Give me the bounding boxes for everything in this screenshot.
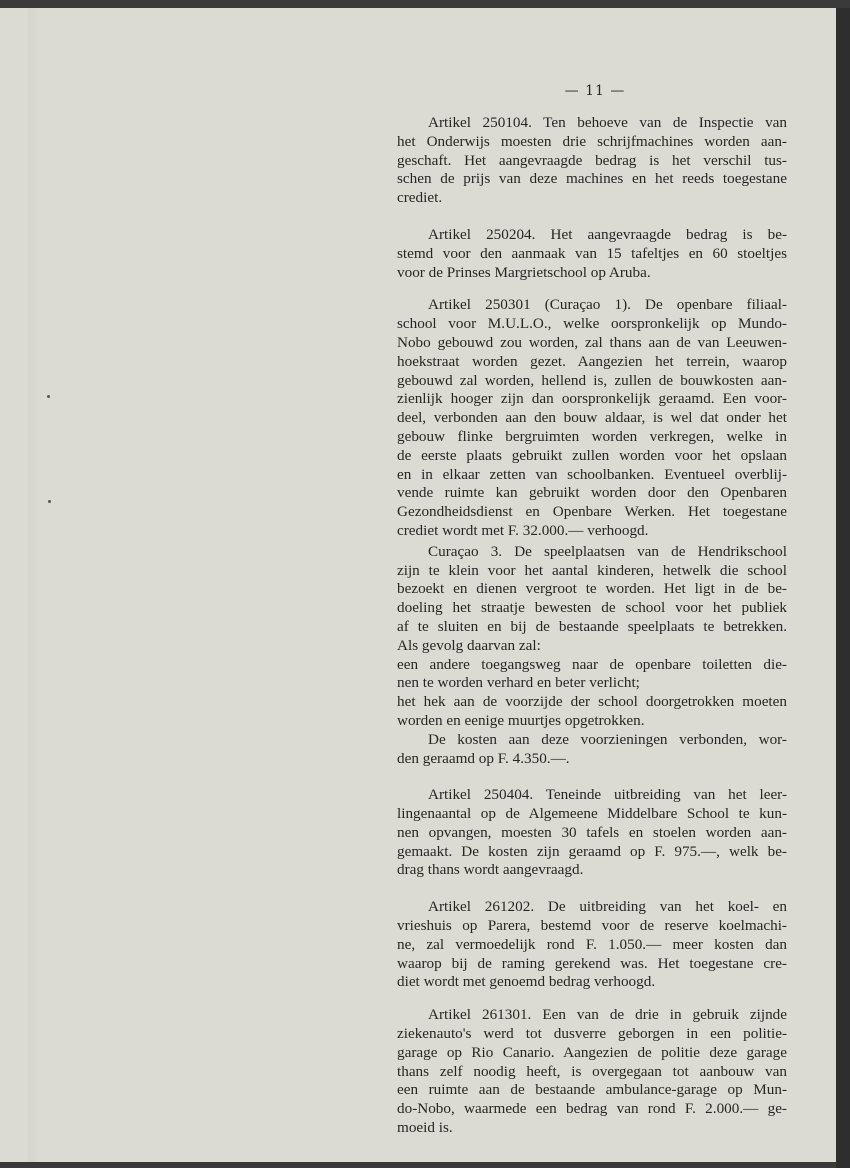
text-line: stemd voor den aanmaak van 15 tafeltjes en 60 stoeltjes xyxy=(397,244,787,262)
text-line: Artikel 250204. Het aangevraagde bedrag is be- xyxy=(428,225,787,243)
paragraph-toegangsweg xyxy=(397,656,787,694)
text-line: lingenaantal op de Algemeene Middelbare School te kun- xyxy=(397,805,787,823)
text-line: ne, zal vermoedelijk rond F. 1.050.— meer kosten dan xyxy=(397,935,787,953)
text-line: Curaçao 3. De speelplaatsen van de Hendrikschool xyxy=(428,542,787,560)
paragraph-artikel-261202 xyxy=(397,898,787,992)
document-body xyxy=(397,114,787,1138)
text-line: worden en eenige muurtjes opgetrokken. xyxy=(397,711,645,729)
text-line: Als gevolg daarvan zal: xyxy=(397,636,541,654)
text-line: gemaakt. De kosten zijn geraamd op F. 975.—, welk be- xyxy=(397,842,787,860)
text-line: vrieshuis op Parera, bestemd voor de reserve koelmachi- xyxy=(397,917,787,935)
text-line: een andere toegangsweg naar de openbare toiletten die- xyxy=(397,655,787,673)
text-line: crediet wordt met F. 32.000.— verhoogd. xyxy=(397,521,649,539)
text-line: nen opvangen, moesten 30 tafels en stoelen worden aan- xyxy=(397,823,787,841)
text-line: het Onderwijs moesten drie schrijfmachines worden aan- xyxy=(397,132,787,150)
text-line: De kosten aan deze voorzieningen verbonden, wor- xyxy=(428,730,787,748)
text-line: doeling het straatje bewesten de school voor het publiek xyxy=(397,599,787,617)
text-line: Artikel 261301. Een van de drie in gebruik zijnde xyxy=(428,1006,787,1024)
text-line: waarop bij de raming gerekend was. Het toegestane cre- xyxy=(397,954,787,972)
paragraph-artikel-250104 xyxy=(397,114,787,208)
text-line: voor de Prinses Margrietschool op Aruba. xyxy=(397,263,651,281)
paragraph-artikel-250404 xyxy=(397,786,787,880)
page-number: — 11 — xyxy=(564,83,626,99)
paragraph-artikel-250204 xyxy=(397,226,787,282)
text-line: Artikel 261202. De uitbreiding van het koel- en xyxy=(428,898,787,916)
text-line: af te sluiten en bij de bestaande speelplaats te betrekken. xyxy=(397,617,787,635)
text-line: Gezondheidsdienst en Openbare Werken. Het toegestane xyxy=(397,503,787,521)
scan-speck xyxy=(48,500,51,503)
text-line: gebouwd zal worden, hellend is, zullen de bouwkosten aan- xyxy=(397,371,787,389)
text-line: nen te worden verhard en beter verlicht; xyxy=(397,674,640,692)
scan-speck xyxy=(47,395,50,398)
text-line: diet wordt met genoemd bedrag verhoogd. xyxy=(397,973,656,991)
text-line: en in elkaar zetten van schoolbanken. Eventueel overblij- xyxy=(397,465,787,483)
scan-edge xyxy=(836,8,850,1168)
paragraph-artikel-250301 xyxy=(397,296,787,540)
text-line: bezoekt en dienen vergroot te worden. Het ligt in de be- xyxy=(397,580,787,598)
text-line: schen de prijs van deze machines en het reeds toegestane xyxy=(397,170,787,188)
text-line: gebouw flinke bergruimten worden verkregen, welke in xyxy=(397,427,787,445)
text-line: ziekenauto's werd tot dusverre geborgen in een politie- xyxy=(397,1025,787,1043)
paragraph-curacao-3 xyxy=(397,543,787,656)
text-line: crediet. xyxy=(397,189,443,207)
text-line: vende ruimte kan gebruikt worden door den Openbaren xyxy=(397,484,787,502)
text-line: Artikel 250301 (Curaçao 1). De openbare filiaal- xyxy=(428,296,787,314)
text-line: drag thans wordt aangevraagd. xyxy=(397,861,584,879)
text-line: school voor M.U.L.O., welke oorspronkelijk op Mundo- xyxy=(397,315,787,333)
text-line: geschaft. Het aangevraagde bedrag is het verschil tus- xyxy=(397,151,787,169)
text-line: hoekstraat worden gezet. Aangezien het terrein, waarop xyxy=(397,352,787,370)
text-line: het hek aan de voorzijde der school doorgetrokken moeten xyxy=(397,693,787,711)
text-line: de eerste plaats gebruikt zullen worden voor het opslaan xyxy=(397,446,787,464)
paragraph-hek xyxy=(397,693,787,731)
text-line: Nobo gebouwd zou worden, zal thans aan de van Leeuwen- xyxy=(397,333,787,351)
text-line: een ruimte aan de bestaande ambulance-garage op Mun- xyxy=(397,1081,787,1099)
text-line: garage op Rio Canario. Aangezien de politie deze garage xyxy=(397,1043,787,1061)
text-line: zienlijk hooger zijn dan oorspronkelijk geraamd. Een voor- xyxy=(397,390,787,408)
paragraph-artikel-261301 xyxy=(397,1006,787,1138)
text-line: moeid is. xyxy=(397,1119,453,1137)
text-line: Artikel 250104. Ten behoeve van de Inspectie van xyxy=(428,114,787,131)
text-line: Artikel 250404. Teneinde uitbreiding van het leer- xyxy=(428,786,787,804)
page-fold-shadow xyxy=(28,8,40,1162)
text-line: zijn te klein voor het aantal kinderen, hetwelk die school xyxy=(397,561,787,579)
text-line: do-Nobo, waarmede een bedrag van rond F. 2.000.— ge- xyxy=(397,1100,787,1118)
paragraph-kosten xyxy=(397,731,787,769)
text-line: den geraamd op F. 4.350.—. xyxy=(397,749,570,767)
text-line: thans zelf noodig heeft, is overgegaan tot aanbouw van xyxy=(397,1062,787,1080)
text-line: deel, verbonden aan den bouw aldaar, is wel dat onder het xyxy=(397,409,787,427)
